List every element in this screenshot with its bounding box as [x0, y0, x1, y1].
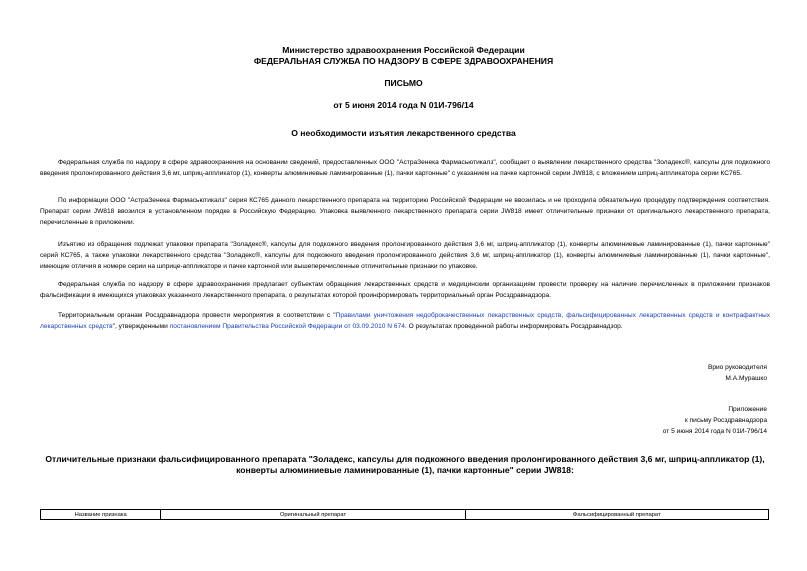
- table-header-original: Оригинальный препарат: [161, 510, 465, 520]
- paragraph-3: Изъятию из обращения подлежат упаковки препарата "Золадекс®, капсулы для подкожного введения пролонгированного действия 3,6 мг, шприц-аппликатор (1), конверты алюминиевые ламинированные (1), пачки картонные" серий КС765, а также упаковки лекарственного средства "Золадекс®, капсулы для подкожного введения пролонгированного действия 3,6 мг, шприц-аппликатор (1), конверты алюминиевые ламинированные (1), пачки картонные", имеющие отличия в номере серии на шприце-аппликаторе и пачке картонной или вышеперечисленные отличительные признаки по упаковке.: [40, 241, 770, 270]
- document-date-number: от 5 июня 2014 года N 01И-796/14: [333, 100, 474, 110]
- service-heading: ФЕДЕРАЛЬНАЯ СЛУЖБА ПО НАДЗОРУ В СФЕРЕ ЗДРАВООХРАНЕНИЯ: [253, 56, 554, 66]
- table-header-feature: Название признака: [41, 510, 161, 520]
- appendix-reference: к письму Росздравнадзора: [684, 417, 767, 424]
- paragraph-2: По информации ООО "АстраЗенека Фармасьютикалз" серия КС765 данного лекарственного препарата на территорию Российской Федерации не ввозилась и не проходила обязательную процедуру подтверждения соответствия. Препарат серии JW818 ввозился в установленном порядке в Российскую Федерацию. Упаковка выявленного лекарственного препарата серии JW818 имеет отличительные признаки от оригинального лекарственного препарата, перечисленные в приложении.: [40, 197, 770, 226]
- table-header-row: [41, 510, 769, 520]
- appendix-label: Приложение: [728, 406, 767, 413]
- appendix-date-number: от 5 июня 2014 года N 01И-796/14: [662, 428, 767, 435]
- paragraph-5: [40, 310, 770, 332]
- paragraph-4: Федеральная служба по надзору в сфере здравоохранения предлагает субъектам обращения лекарственных средств и медицинским организациям провести проверку на наличие перечисленных в приложении признаков фальсификации в имеющихся упаковках указанного лекарственного препарата, о результатах которой проинформировать территориальный орган Росздравнадзора.: [40, 281, 770, 299]
- government-decree-link[interactable]: постановлением Правительства Российской Федерации от 03.09.2010 N 674: [169, 323, 405, 330]
- document-subject: О необходимости изъятия лекарственного средства: [291, 128, 516, 138]
- table-header-counterfeit: Фальсифицированный препарат: [465, 510, 768, 520]
- document-type: ПИСЬМО: [384, 78, 423, 88]
- paragraph-5-text-a: Территориальным органам Росздравнадзора провести мероприятия в соответствии с ": [58, 312, 336, 319]
- rules-link[interactable]: Правилами уничтожения недоброкачественных лекарственных средств, фальсифицированных лекарственных средств и контрафактных лекарственных средств: [40, 312, 770, 330]
- signature-position: Врио руководителя: [707, 364, 767, 371]
- signature-name: М.А.Мурашко: [725, 375, 767, 382]
- paragraph-1: Федеральная служба по надзору в сфере здравоохранения на основании сведений, предоставленных ООО "АстраЗенека Фармасьютикалз", сообщает о выявлении лекарственного средства "Золадекс®, капсулы для подкожного введения пролонгированного действия 3,6 мг, шприц-аппликатор (1), конверты алюминиевые ламинированные (1), пачки картонные" с указанием на пачке картонной серии JW818, с вложением шприц-аппликатора серии КС765.: [40, 159, 770, 177]
- paragraph-5-text-c: . О результатах проведенной работы информировать Росздравнадзор.: [404, 323, 623, 330]
- ministry-heading: Министерство здравоохранения Российской Федерации: [282, 45, 525, 55]
- features-table: [40, 509, 769, 520]
- appendix-title: Отличительные признаки фальсифицированного препарата "Золадекс, капсулы для подкожного введения пролонгированного действия 3,6 мг, шприц-аппликатор (1), конверты алюминиевые ламинированные (1), пачки картонные" серии JW818:: [45, 454, 765, 475]
- paragraph-5-text-b: ", утвержденными: [112, 323, 170, 330]
